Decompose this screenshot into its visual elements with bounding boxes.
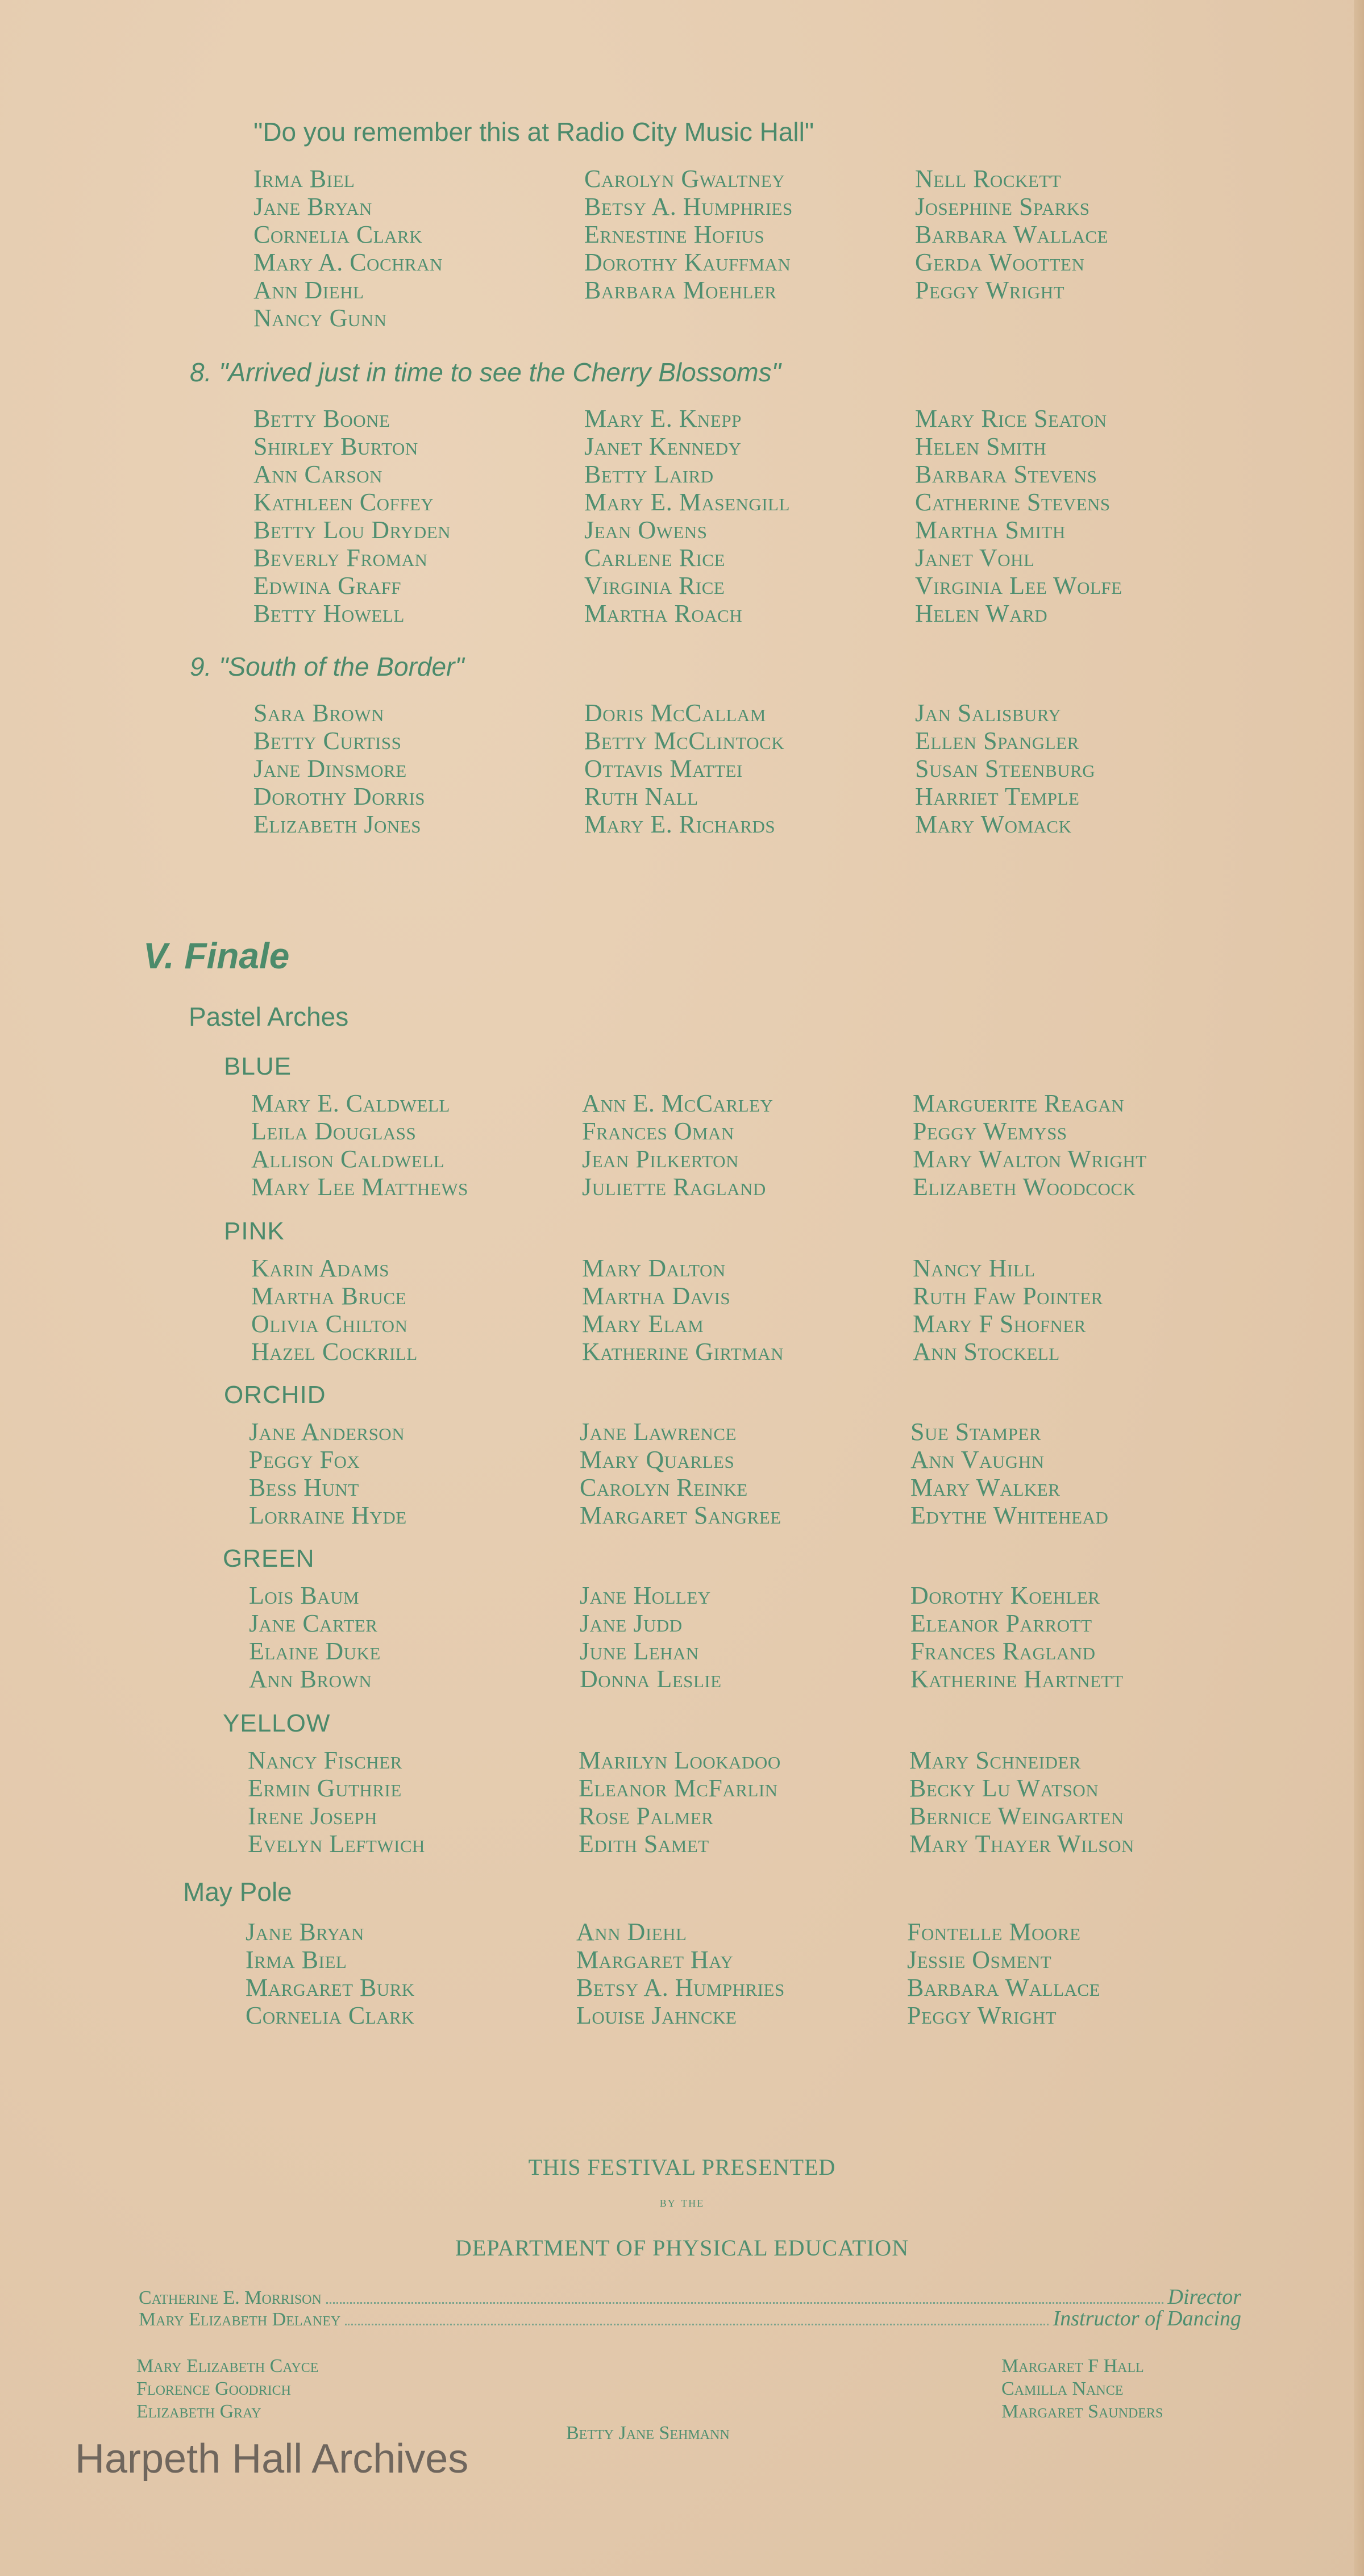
name-column xyxy=(580,1418,910,1529)
performer-name: Jane Bryan xyxy=(246,1918,364,1946)
performer-name: Jessie Osment xyxy=(907,1946,1052,1974)
name-column xyxy=(251,1254,582,1366)
performer-name: Nancy Fischer xyxy=(248,1746,402,1774)
instructor-name: Mary Elizabeth Delaney xyxy=(139,2309,341,2330)
performer-name: Betty Curtiss xyxy=(253,727,402,755)
performer-name: Bess Hunt xyxy=(249,1474,359,1501)
group-label-blue: BLUE xyxy=(224,1052,292,1080)
performer-name: Karin Adams xyxy=(251,1254,389,1282)
performer-name: Mary Walker xyxy=(910,1474,1061,1501)
performer-name: Catherine Stevens xyxy=(915,488,1111,516)
performer-name: Dorothy Kauffman xyxy=(584,248,791,276)
performer-name: Hazel Cockrill xyxy=(251,1338,418,1366)
name-column xyxy=(579,1746,909,1858)
staff-name: Camilla Nance xyxy=(1001,2378,1124,2399)
finale-title: V. Finale xyxy=(143,935,290,976)
performer-name: Ann Stockell xyxy=(913,1338,1060,1366)
performer-name: Betty Howell xyxy=(253,600,405,627)
performer-name: Betsy A. Humphries xyxy=(584,193,793,220)
performer-name: Jan Salisbury xyxy=(915,699,1062,727)
performer-name: Virginia Rice xyxy=(584,572,725,600)
performer-name: Katherine Hartnett xyxy=(910,1665,1124,1693)
performer-name: Susan Steenburg xyxy=(915,755,1096,783)
performer-name: Carolyn Gwaltney xyxy=(584,165,785,193)
performer-name: Ann Carson xyxy=(253,460,382,488)
name-column xyxy=(584,699,915,838)
performer-name: Elizabeth Jones xyxy=(253,810,421,838)
performer-name: June Lehan xyxy=(580,1637,699,1665)
performer-name: Virginia Lee Wolfe xyxy=(915,572,1122,600)
performer-name: Ann Vaughn xyxy=(910,1446,1045,1474)
name-column xyxy=(909,1746,1134,1858)
group-label-pink: PINK xyxy=(224,1217,285,1245)
orchid-names xyxy=(249,1418,1108,1529)
yellow-names xyxy=(248,1746,1134,1858)
instructor-row xyxy=(139,2306,1241,2331)
performer-name: Irma Biel xyxy=(246,1946,347,1974)
festival-presented-line: THIS FESTIVAL PRESENTED xyxy=(528,2154,836,2180)
performer-name: Barbara Wallace xyxy=(907,1974,1101,2001)
staff-center-name: Betty Jane Sehmann xyxy=(566,2423,730,2444)
performer-name: Martha Bruce xyxy=(251,1282,407,1310)
finale-subtitle: Pastel Arches xyxy=(189,1002,349,1031)
performer-name: Elizabeth Woodcock xyxy=(913,1173,1136,1201)
performer-name: Ernestine Hofius xyxy=(584,220,765,248)
performer-name: Katherine Girtman xyxy=(582,1338,784,1366)
performer-name: Martha Smith xyxy=(915,516,1066,544)
performer-name: Cornelia Clark xyxy=(246,2001,415,2029)
name-column xyxy=(251,1089,582,1201)
performer-name: Ann E. McCarley xyxy=(582,1089,774,1117)
radio-city-names xyxy=(253,165,1108,332)
name-column xyxy=(248,1746,579,1858)
performer-name: Mary Schneider xyxy=(909,1746,1082,1774)
performer-name: Dorothy Koehler xyxy=(910,1582,1100,1609)
performer-name: Jane Judd xyxy=(580,1609,683,1637)
performer-name: Mary Quarles xyxy=(580,1446,735,1474)
performer-name: Evelyn Leftwich xyxy=(248,1830,425,1858)
performer-name: Elaine Duke xyxy=(249,1637,381,1665)
name-column xyxy=(584,165,915,332)
group-label-green: GREEN xyxy=(223,1545,315,1572)
maypole-names xyxy=(246,1918,1100,2029)
performer-name: Frances Ragland xyxy=(910,1637,1096,1665)
performer-name: Ruth Faw Pointer xyxy=(913,1282,1103,1310)
performer-name: Peggy Wright xyxy=(907,2001,1057,2029)
performer-name: Bernice Weingarten xyxy=(909,1802,1124,1830)
name-column xyxy=(584,405,915,627)
performer-name: Ann Diehl xyxy=(253,276,364,304)
pink-names xyxy=(251,1254,1103,1366)
name-column xyxy=(913,1089,1147,1201)
performer-name: Marguerite Reagan xyxy=(913,1089,1125,1117)
performer-name: Betty Laird xyxy=(584,460,714,488)
archive-watermark: Harpeth Hall Archives xyxy=(75,2436,469,2482)
performer-name: Janet Kennedy xyxy=(584,432,742,460)
performer-name: Marilyn Lookadoo xyxy=(579,1746,781,1774)
performer-name: Mary F Shofner xyxy=(913,1310,1086,1338)
performer-name: Barbara Wallace xyxy=(915,220,1109,248)
performer-name: Mary Rice Seaton xyxy=(915,405,1107,432)
performer-name: Sue Stamper xyxy=(910,1418,1042,1446)
performer-name: Barbara Moehler xyxy=(584,276,777,304)
performer-name: Harriet Temple xyxy=(915,783,1080,810)
cherry-blossoms-names xyxy=(253,405,1122,627)
director-role: Director xyxy=(1167,2285,1241,2309)
maypole-title: May Pole xyxy=(183,1877,292,1907)
performer-name: Nancy Gunn xyxy=(253,304,387,332)
name-column xyxy=(580,1582,910,1693)
performer-name: Janet Vohl xyxy=(915,544,1035,572)
performer-name: Mary E. Knepp xyxy=(584,405,742,432)
director-name: Catherine E. Morrison xyxy=(139,2287,322,2308)
performer-name: Dorothy Dorris xyxy=(253,783,426,810)
performer-name: Margaret Sangree xyxy=(580,1501,781,1529)
performer-name: Martha Davis xyxy=(582,1282,731,1310)
name-column xyxy=(246,1918,576,2029)
performer-name: Allison Caldwell xyxy=(251,1145,445,1173)
performer-name: Cornelia Clark xyxy=(253,220,423,248)
section-title-cherry-blossoms: 8. "Arrived just in time to see the Cherry Blossoms" xyxy=(190,357,781,387)
performer-name: Carolyn Reinke xyxy=(580,1474,748,1501)
name-column xyxy=(915,165,1108,332)
performer-name: Doris McCallam xyxy=(584,699,766,727)
performer-name: Sara Brown xyxy=(253,699,384,727)
performer-name: Mary Dalton xyxy=(582,1254,726,1282)
performer-name: Jean Owens xyxy=(584,516,708,544)
performer-name: Frances Oman xyxy=(582,1117,734,1145)
performer-name: Martha Roach xyxy=(584,600,743,627)
performer-name: Becky Lu Watson xyxy=(909,1774,1099,1802)
green-names xyxy=(249,1582,1123,1693)
performer-name: Jean Pilkerton xyxy=(582,1145,739,1173)
performer-name: Peggy Fox xyxy=(249,1446,360,1474)
staff-left-list xyxy=(136,2355,318,2423)
blue-names xyxy=(251,1089,1147,1201)
staff-right-list xyxy=(1001,2355,1163,2423)
performer-name: Mary A. Cochran xyxy=(253,248,443,276)
performer-name: Shirley Burton xyxy=(253,432,418,460)
performer-name: Beverly Froman xyxy=(253,544,428,572)
section-title-south-of-the-border: 9. "South of the Border" xyxy=(190,652,464,681)
performer-name: Jane Lawrence xyxy=(580,1418,737,1446)
performer-name: Mary E. Caldwell xyxy=(251,1089,450,1117)
performer-name: Juliette Ragland xyxy=(582,1173,766,1201)
department-line: DEPARTMENT OF PHYSICAL EDUCATION xyxy=(455,2235,909,2261)
performer-name: Edwina Graff xyxy=(253,572,401,600)
performer-name: Betty McClintock xyxy=(584,727,785,755)
performer-name: Olivia Chilton xyxy=(251,1310,408,1338)
name-column xyxy=(915,699,1095,838)
performer-name: Ruth Nall xyxy=(584,783,698,810)
performer-name: Fontelle Moore xyxy=(907,1918,1081,1946)
performer-name: Mary E. Richards xyxy=(584,810,776,838)
staff-name: Mary Elizabeth Cayce xyxy=(136,2356,319,2377)
leader-dots xyxy=(345,2324,1048,2325)
performer-name: Lois Baum xyxy=(249,1582,360,1609)
performer-name: Helen Ward xyxy=(915,600,1048,627)
group-label-yellow: YELLOW xyxy=(223,1709,331,1737)
performer-name: Betsy A. Humphries xyxy=(576,1974,785,2001)
performer-name: Barbara Stevens xyxy=(915,460,1097,488)
performer-name: Ann Diehl xyxy=(576,1918,687,1946)
performer-name: Ellen Spangler xyxy=(915,727,1079,755)
performer-name: Donna Leslie xyxy=(580,1665,722,1693)
group-label-orchid: ORCHID xyxy=(224,1381,326,1409)
performer-name: Nancy Hill xyxy=(913,1254,1036,1282)
by-the-line: by the xyxy=(659,2194,705,2210)
name-column xyxy=(910,1582,1123,1693)
name-column xyxy=(913,1254,1103,1366)
performer-name: Edith Samet xyxy=(579,1830,709,1858)
instructor-role: Instructor of Dancing xyxy=(1053,2307,1241,2331)
performer-name: Gerda Wootten xyxy=(915,248,1085,276)
performer-name: Eleanor McFarlin xyxy=(579,1774,778,1802)
performer-name: Ermin Guthrie xyxy=(248,1774,402,1802)
name-column xyxy=(910,1418,1108,1529)
south-of-the-border-names xyxy=(253,699,1095,838)
performer-name: Betty Boone xyxy=(253,405,390,432)
performer-name: Mary Lee Matthews xyxy=(251,1173,468,1201)
performer-name: Mary Elam xyxy=(582,1310,704,1338)
staff-name: Elizabeth Gray xyxy=(136,2401,261,2422)
performer-name: Irma Biel xyxy=(253,165,355,193)
staff-name: Florence Goodrich xyxy=(136,2378,291,2399)
name-column xyxy=(582,1089,913,1201)
name-column xyxy=(253,405,584,627)
name-column xyxy=(582,1254,913,1366)
name-column xyxy=(249,1418,580,1529)
performer-name: Jane Holley xyxy=(580,1582,711,1609)
performer-name: Lorraine Hyde xyxy=(249,1501,407,1529)
paper-edge xyxy=(1354,0,1364,2576)
staff-name: Margaret F Hall xyxy=(1001,2356,1144,2377)
performer-name: Mary Walton Wright xyxy=(913,1145,1147,1173)
leader-dots xyxy=(326,2302,1163,2304)
name-column xyxy=(253,699,584,838)
performer-name: Peggy Wemyss xyxy=(913,1117,1067,1145)
performer-name: Eleanor Parrott xyxy=(910,1609,1092,1637)
performer-name: Ottavis Mattei xyxy=(584,755,743,783)
performer-name: Ann Brown xyxy=(249,1665,372,1693)
performer-name: Nell Rockett xyxy=(915,165,1062,193)
performer-name: Rose Palmer xyxy=(579,1802,714,1830)
performer-name: Jane Dinsmore xyxy=(253,755,407,783)
performer-name: Helen Smith xyxy=(915,432,1047,460)
performer-name: Jane Bryan xyxy=(253,193,372,220)
performer-name: Irene Joseph xyxy=(248,1802,377,1830)
performer-name: Margaret Hay xyxy=(576,1946,734,1974)
name-column xyxy=(253,165,584,332)
performer-name: Margaret Burk xyxy=(246,1974,415,2001)
name-column xyxy=(249,1582,580,1693)
performer-name: Carlene Rice xyxy=(584,544,725,572)
performer-name: Mary Thayer Wilson xyxy=(909,1830,1134,1858)
performer-name: Edythe Whitehead xyxy=(910,1501,1109,1529)
section-title-radio-city: "Do you remember this at Radio City Music Hall" xyxy=(253,117,814,147)
performer-name: Mary Womack xyxy=(915,810,1072,838)
staff-name: Margaret Saunders xyxy=(1001,2401,1163,2422)
performer-name: Louise Jahncke xyxy=(576,2001,737,2029)
name-column xyxy=(915,405,1122,627)
performer-name: Jane Anderson xyxy=(249,1418,405,1446)
name-column xyxy=(907,1918,1100,2029)
performer-name: Betty Lou Dryden xyxy=(253,516,451,544)
performer-name: Mary E. Masengill xyxy=(584,488,790,516)
name-column xyxy=(576,1918,907,2029)
performer-name: Jane Carter xyxy=(249,1609,378,1637)
performer-name: Peggy Wright xyxy=(915,276,1065,304)
performer-name: Josephine Sparks xyxy=(915,193,1090,220)
performer-name: Kathleen Coffey xyxy=(253,488,434,516)
performer-name: Leila Douglass xyxy=(251,1117,417,1145)
